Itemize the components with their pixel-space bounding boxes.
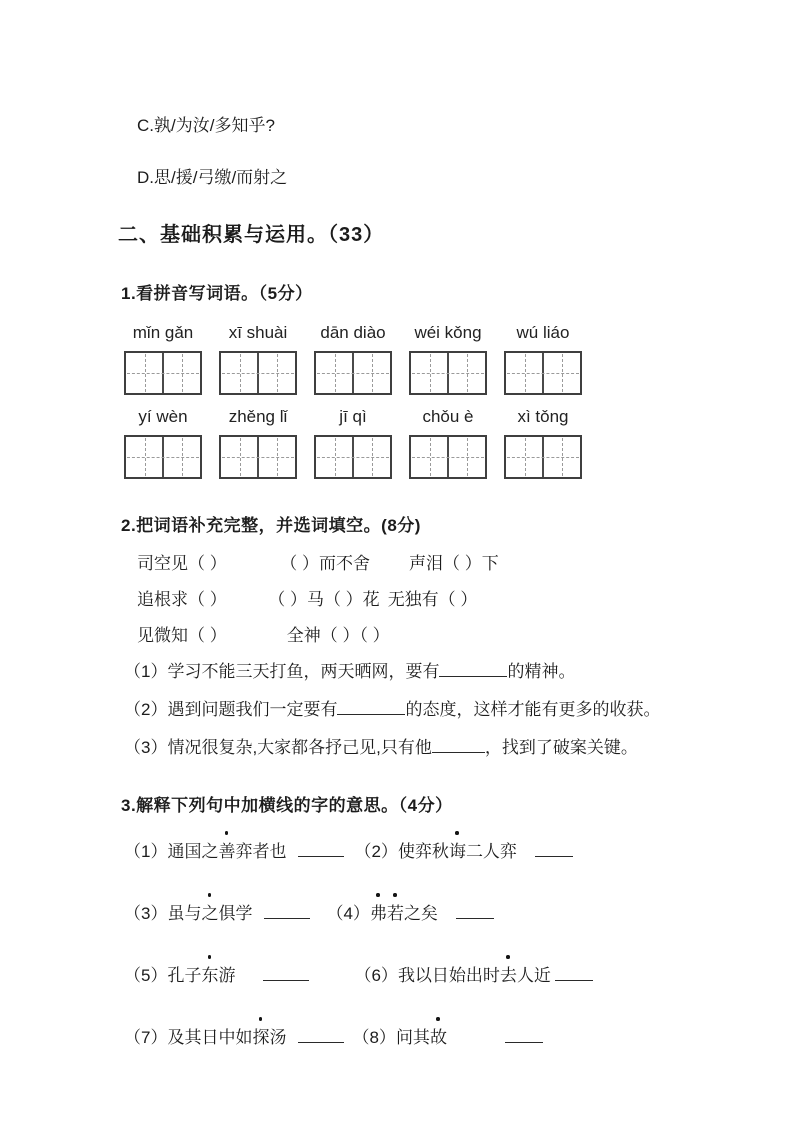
grid-guide-line [222,373,294,374]
explain-item [124,903,252,925]
writing-grid-box [504,351,582,395]
writing-grid-box [219,351,297,395]
writing-grid-box [124,351,202,395]
explain-row [124,949,753,987]
sentence-fill-line [124,698,753,721]
pinyin-label: xī shuài [228,323,288,342]
phrase-text: 使弈秋 [397,842,449,861]
writing-grid-box [314,351,392,395]
dotted-character: 弗 [369,904,387,923]
option-line: C.孰/为汝/多知乎? [137,116,275,135]
explain-item [124,965,235,987]
answer-blank [555,967,593,981]
dotted-character: 若 [386,904,404,923]
phrase-text: 问其 [395,1028,430,1047]
pinyin-label: jī qì [339,407,367,426]
sentence-text: ，找到了破案关键。 [484,738,638,757]
grid-guide-line [317,457,389,458]
item-number: （8） [352,1028,396,1047]
grid-guide-line [507,457,579,458]
grid-guide-line [412,457,484,458]
sentence-fill-area [118,660,753,759]
dotted-character: 东 [201,966,219,985]
question-1-title: 1.看拼音写词语。（5分） [121,284,313,303]
pinyin-label: chǒu è [422,407,474,426]
idiom-blank-phrase: 见微知（ ） [137,626,227,645]
dotted-character: 诲 [448,842,466,861]
pinyin-label: zhěng lǐ [228,407,288,426]
phrase-text: 及其日中如 [167,1028,253,1047]
item-number: （1） [124,842,168,861]
pinyin-label: yí wèn [138,407,188,426]
item-number: （5） [124,966,168,985]
explain-item [326,903,437,925]
item-number: （3） [124,904,168,923]
pinyin-label: wú liáo [516,323,570,342]
section-title: 二、基础积累与运用。（33） [118,224,385,246]
option-line: D.思/援/弓缴/而射之 [137,168,288,187]
idiom-blank-phrase: 追根求（ ） [137,590,227,609]
dotted-character: 善 [218,842,236,861]
answer-blank [456,905,494,919]
character-explain-area [124,825,753,1049]
grid-guide-line [317,373,389,374]
answer-blank [298,1029,344,1043]
pinyin-grid-row [124,406,753,479]
grid-guide-line [222,457,294,458]
pinyin-word-group [504,406,582,479]
dotted-character: 之 [201,904,219,923]
dotted-character: 故 [429,1028,447,1047]
pinyin-word-group [124,406,202,479]
question-1 [118,279,753,479]
question-2-title: 2.把词语补充完整，并选词填空。(8分) [121,516,421,535]
item-number: （2） [354,842,398,861]
phrase-text: 虽与 [167,904,202,923]
question-2 [118,511,753,759]
idiom-blank-phrase: 司空见（ ） [137,554,227,573]
idiom-row [137,589,753,611]
pinyin-label: xì tǒng [517,407,569,426]
question-3-title: 3.解释下列句中加横线的字的意思。（4分） [121,796,453,815]
writing-grid-box [219,435,297,479]
phrase-text: 弈者也 [235,842,287,861]
phrase-text: 通国之 [167,842,219,861]
answer-blank [263,967,309,981]
explain-row [124,887,753,925]
question-3 [118,791,753,1049]
phrase-text: 二人弈 [465,842,517,861]
pinyin-word-group [314,406,392,479]
answer-blank [535,843,573,857]
sentence-fill-line [124,736,753,759]
answer-blank [439,662,507,677]
sentence-text: （2）遇到问题我们一定要有 [124,700,338,719]
answer-blank [264,905,310,919]
explain-item [354,841,516,863]
explain-item [354,965,550,987]
pinyin-word-group [409,406,487,479]
pinyin-word-group [219,406,297,479]
item-number: （7） [124,1028,168,1047]
pinyin-word-group [124,322,202,395]
phrase-text: 之矣 [403,904,438,923]
sentence-text: 的态度，这样才能有更多的收获。 [405,700,661,719]
phrase-text: 汤 [269,1028,287,1047]
idiom-row [137,553,753,575]
idiom-completion-area [118,553,753,647]
pinyin-label: dān diào [320,323,386,342]
grid-guide-line [127,373,199,374]
pinyin-word-group [504,322,582,395]
writing-grid-box [314,435,392,479]
grid-guide-line [127,457,199,458]
writing-grid-box [409,351,487,395]
answer-blank [432,738,485,753]
writing-grid-box [409,435,487,479]
item-number: （6） [354,966,398,985]
explain-row [124,825,753,863]
sentence-text: 的精神。 [507,662,576,681]
explain-item [124,1027,286,1049]
answer-blank [505,1029,543,1043]
sentence-text: （3）情况很复杂,大家都各抒己见,只有他 [124,738,432,757]
phrase-text: 我以日始出时 [397,966,500,985]
item-number: （4） [326,904,370,923]
grid-guide-line [412,373,484,374]
pinyin-grid-row [124,322,753,395]
writing-grid-box [124,435,202,479]
dotted-character: 去 [499,966,517,985]
idiom-row [137,625,753,647]
sentence-text: （1）学习不能三天打鱼，两天晒网，要有 [124,662,440,681]
idiom-blank-phrase: 声泪（ ）下 [408,554,499,573]
phrase-text: 游 [218,966,236,985]
phrase-text: 孔子 [167,966,202,985]
sentence-fill-line [124,660,753,683]
explain-row [124,1011,753,1049]
pinyin-writing-area [124,322,753,479]
answer-blank [298,843,344,857]
pinyin-word-group [314,322,392,395]
phrase-text: 人近 [516,966,551,985]
idiom-blank-phrase: 全神（ ）（ ） [286,626,390,645]
idiom-blank-phrase: （ ）马（ ）花 [276,590,380,609]
writing-grid-box [504,435,582,479]
phrase-text: 俱学 [218,904,253,923]
pinyin-label: wéi kǒng [414,323,482,342]
pinyin-label: mǐn gǎn [132,323,194,342]
pinyin-word-group [219,322,297,395]
explain-item [124,841,286,863]
idiom-blank-phrase: （ ）而不舍 [288,554,370,573]
pinyin-word-group [409,322,487,395]
explain-item [352,1027,446,1049]
dotted-character: 探 [252,1028,270,1047]
idiom-blank-phrase: 无独有（ ） [387,590,478,609]
multiple-choice-options [118,115,753,188]
grid-guide-line [507,373,579,374]
answer-blank [337,700,405,715]
